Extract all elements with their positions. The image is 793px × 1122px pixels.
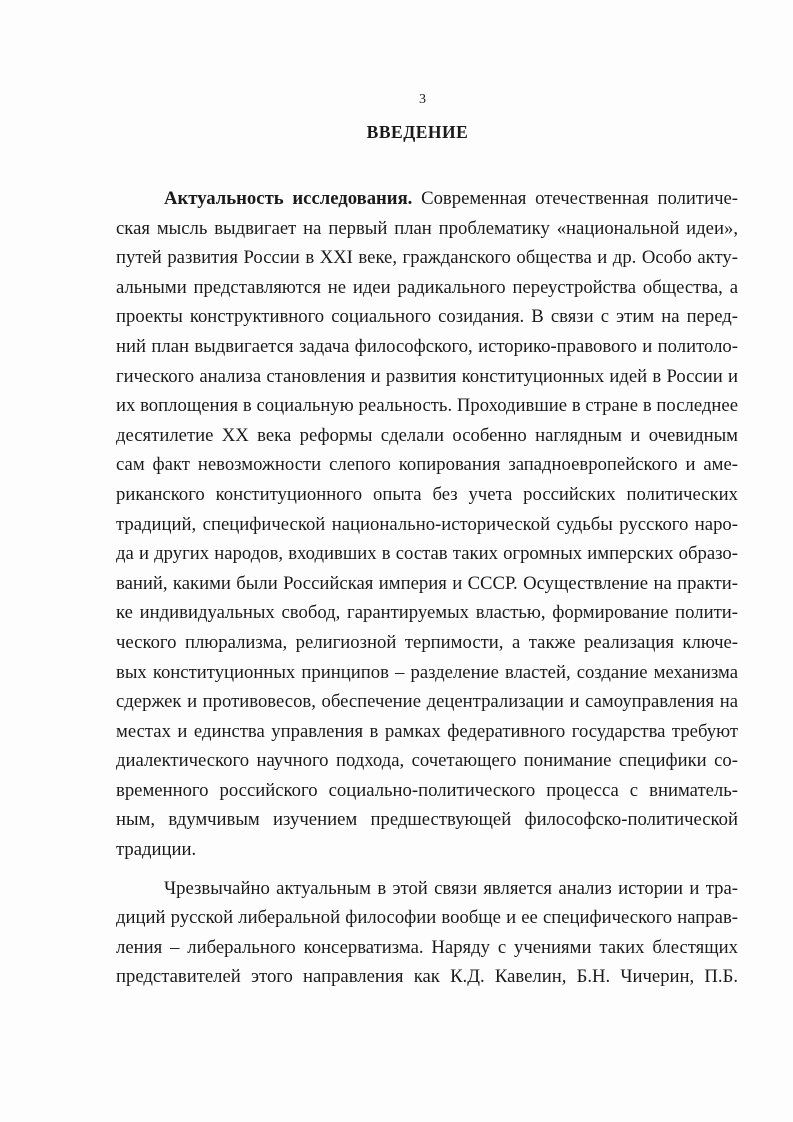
text-line: местах и единства управления в рамках федеративного государства требуют [116, 720, 738, 742]
text-line: представителей этого направления как К.Д. Кавелин, Б.Н. Чичерин, П.Б. [116, 966, 738, 988]
text-line: традиции. [116, 839, 197, 861]
text-line: ваний, какими были Российская империя и СССР. Осуществление на практи- [116, 572, 738, 594]
text-line: сам факт невозможности слепого копирования западноевропейского и аме- [116, 454, 738, 476]
text-line: да и других народов, входивших в состав таких огромных имперских образо- [116, 543, 738, 565]
section-lead: Актуальность исследования. [164, 188, 413, 209]
text-line: десятилетие XX века реформы сделали особенно наглядным и очевидным [116, 424, 738, 446]
text-line: традиций, специфической национально-исторической судьбы русского наро- [116, 513, 738, 535]
text-line: вых конституционных принципов – разделение властей, создание механизма [116, 661, 738, 683]
paragraph-1 [116, 184, 738, 865]
page-number: 3 [419, 92, 426, 107]
text-line: гического анализа становления и развития конституционных идей в России и [116, 365, 738, 387]
text-line: ным, вдумчивым изучением предшествующей философско-политической [116, 809, 738, 831]
text-line: ческого плюрализма, религиозной терпимости, а также реализация ключе- [116, 631, 738, 653]
text-line: ний план выдвигается задача философского, историко-правового и политоло- [116, 335, 738, 357]
text-line: Чрезвычайно актуальным в этой связи является анализ истории и тра- [164, 877, 738, 899]
text-line [116, 184, 738, 214]
text-line: альными представляются не идеи радикального переустройства общества, а [116, 276, 738, 298]
text-line-rest: Современная отечественная политиче- [412, 188, 738, 209]
text-line: их воплощения в социальную реальность. Проходившие в стране в последнее [116, 395, 738, 417]
page-title: ВВЕДЕНИЕ [366, 122, 469, 142]
text-line: диций русской либеральной философии вообще и ее специфического направ- [116, 907, 738, 929]
text-line: ская мысль выдвигает на первый план проблематику «национальной идеи», [116, 217, 738, 239]
text-line: диалектического научного подхода, сочетающего понимание специфики со- [116, 750, 738, 772]
text-line: путей развития России в XXI веке, гражданского общества и др. Особо акту- [116, 247, 738, 269]
text-line: риканского конституционного опыта без учета российских политических [116, 483, 738, 505]
text-line: ления – либерального консерватизма. Наряду с учениями таких блестящих [116, 936, 738, 958]
paragraph-2 [116, 874, 738, 992]
body-text [116, 184, 738, 992]
text-line: временного российского социально-политического процесса с вниматель- [116, 779, 738, 801]
text-line: проекты конструктивного социального созидания. В связи с этим на перед- [116, 306, 738, 328]
text-line: ке индивидуальных свобод, гарантируемых властью, формирование полити- [116, 602, 738, 624]
text-line: сдержек и противовесов, обеспечение децентрализации и самоуправления на [116, 691, 738, 713]
